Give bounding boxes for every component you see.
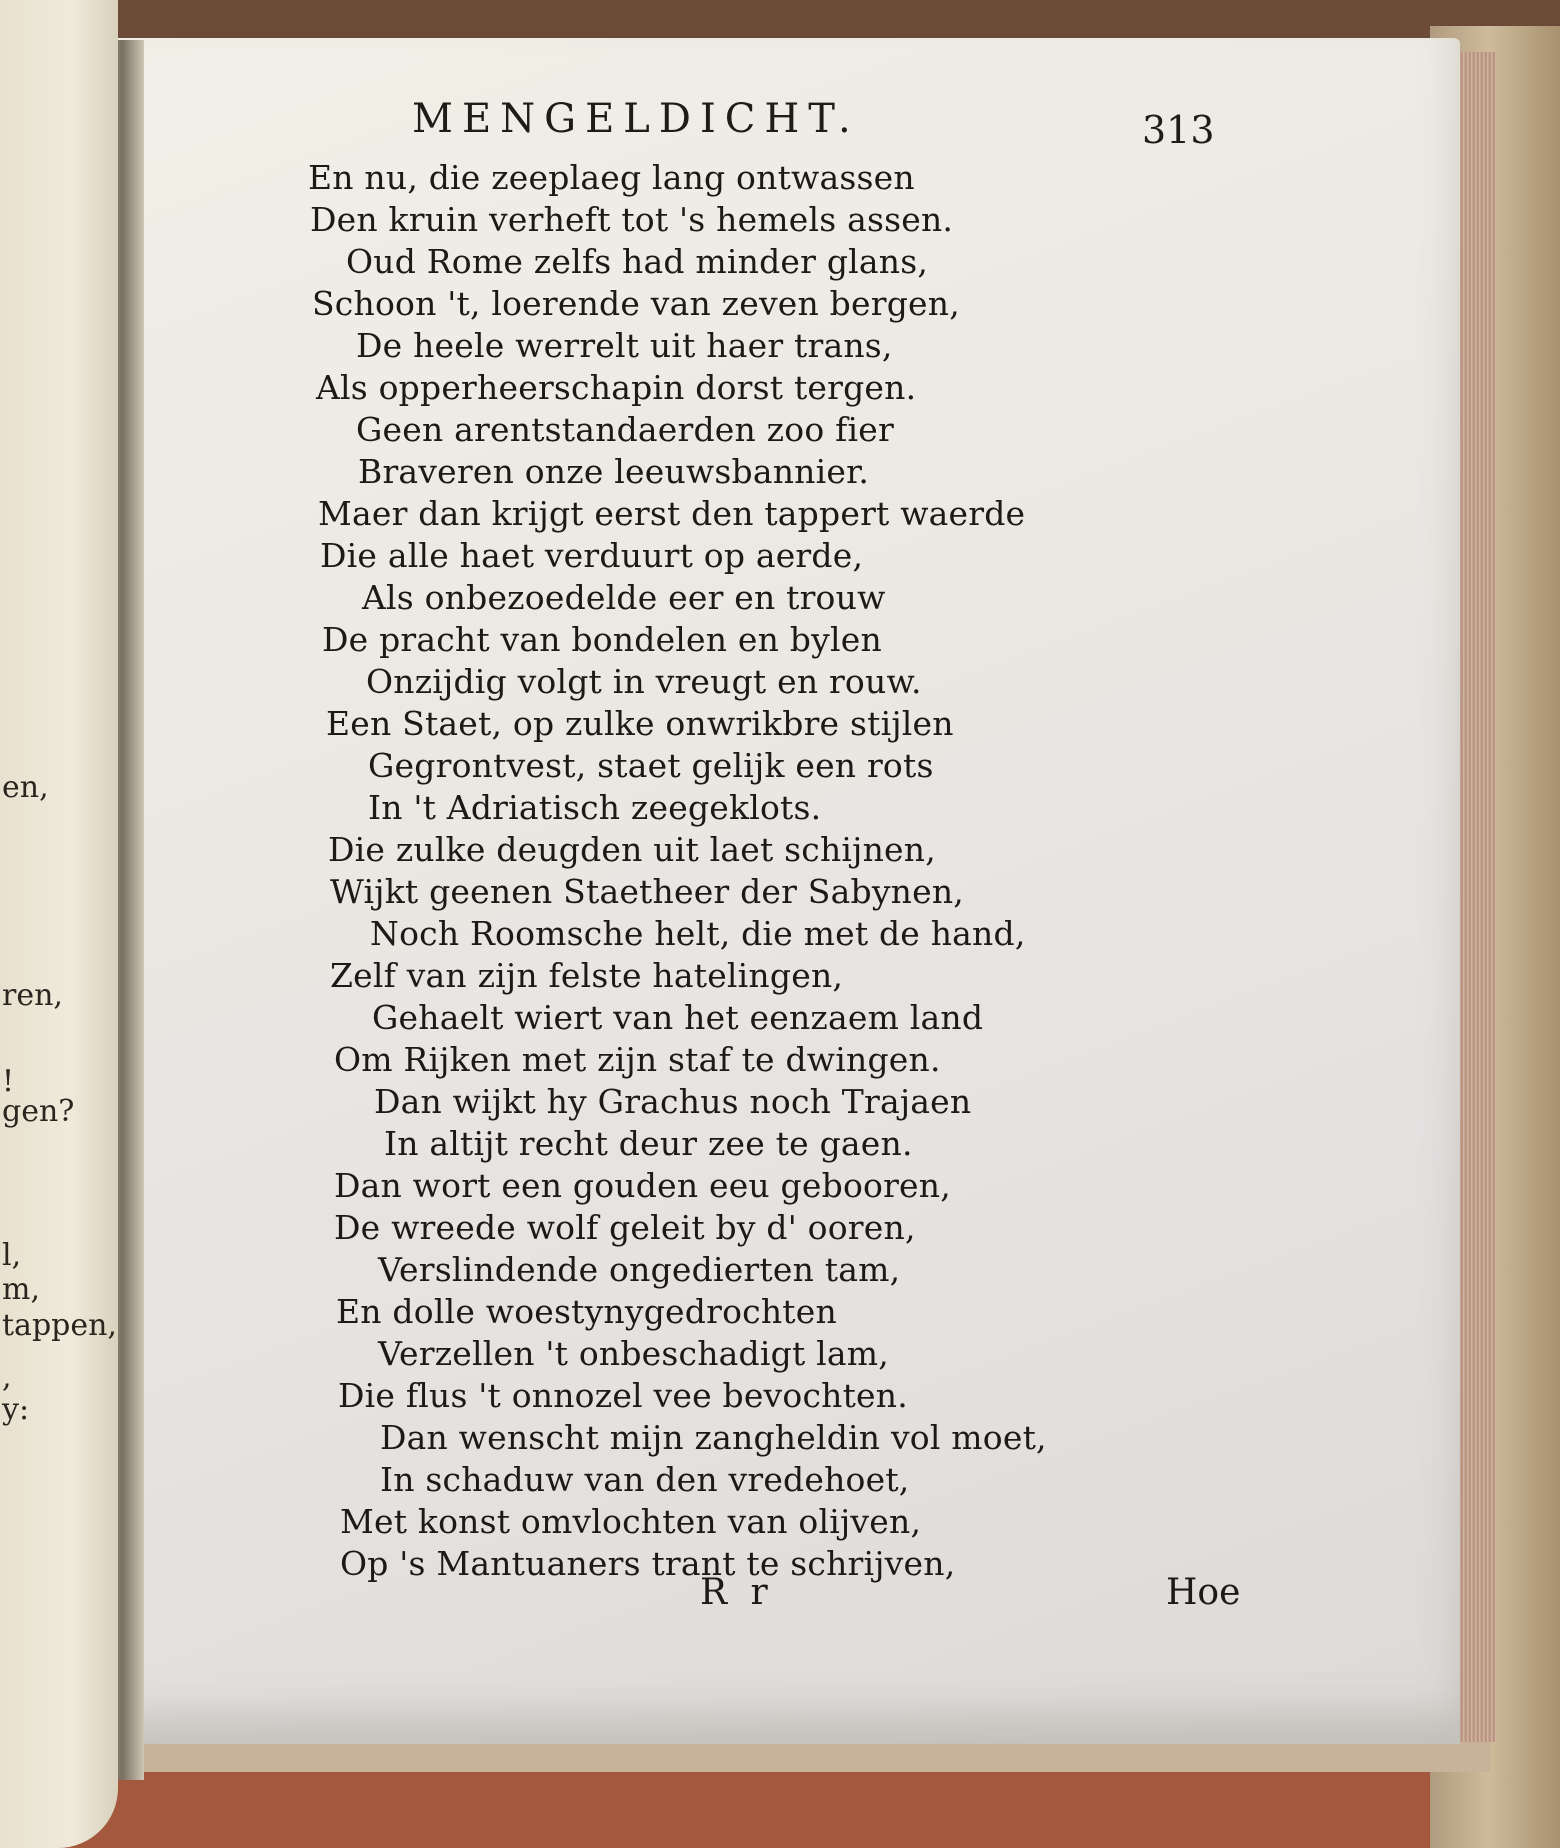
poem-line: Op 's Mantuaners trant te schrijven,: [340, 1544, 956, 1583]
poem-line: De wreede wolf geleit by d' ooren,: [334, 1208, 916, 1247]
poem-line: Geen arentstandaerden zoo fier: [356, 410, 894, 449]
poem-line: Als opperheerschapin dorst tergen.: [316, 368, 917, 407]
running-head: MENGELDICHT.: [412, 96, 860, 142]
poem-line: Als onbezoedelde eer en trouw: [362, 578, 886, 617]
poem-line: In altijt recht deur zee te gaen.: [384, 1124, 913, 1163]
left-page-fragment: !: [2, 1064, 15, 1099]
poem-line: Die zulke deugden uit laet schijnen,: [328, 830, 936, 869]
poem-line: Die flus 't onnozel vee bevochten.: [338, 1376, 908, 1415]
poem-line: Verzellen 't onbeschadigt lam,: [378, 1334, 889, 1373]
poem-line: Braveren onze leeuwsbannier.: [358, 452, 870, 491]
poem-line: Om Rijken met zijn staf te dwingen.: [334, 1040, 941, 1079]
poem-line: Onzijdig volgt in vreugt en rouw.: [366, 662, 922, 701]
poem-line: Oud Rome zelfs had minder glans,: [346, 242, 929, 281]
poem-line: Dan wenscht mijn zangheldin vol moet,: [380, 1418, 1047, 1457]
left-page-fragment: ,: [2, 1360, 12, 1395]
poem-line: Verslindende ongedierten tam,: [378, 1250, 901, 1289]
poem-line: Gehaelt wiert van het eenzaem land: [372, 998, 984, 1037]
left-page-fragment: ren,: [2, 978, 63, 1013]
left-page-fragment: m,: [2, 1272, 40, 1307]
poem-line: De pracht van bondelen en bylen: [322, 620, 882, 659]
poem-line: Dan wijkt hy Grachus noch Trajaen: [374, 1082, 972, 1121]
poem-line: Wijkt geenen Staetheer der Sabynen,: [330, 872, 964, 911]
poem-line: Schoon 't, loerende van zeven bergen,: [312, 284, 960, 323]
left-page-fragment: l,: [2, 1238, 22, 1273]
poem-line: In schaduw van den vredehoet,: [380, 1460, 910, 1499]
book-top-edge: [0, 0, 1560, 40]
poem-line: Die alle haet verduurt op aerde,: [320, 536, 864, 575]
signature-mark: R r: [700, 1572, 774, 1613]
poem-line: En nu, die zeeplaeg lang ontwassen: [308, 158, 915, 197]
poem-line: Zelf van zijn felste hatelingen,: [330, 956, 844, 995]
left-facing-page: [0, 0, 118, 1848]
poem-line: Noch Roomsche helt, die met de hand,: [370, 914, 1026, 953]
poem-line: De heele werrelt uit haer trans,: [356, 326, 893, 365]
poem-line: Met konst omvlochten van olijven,: [340, 1502, 922, 1541]
left-page-fragment: en,: [2, 770, 49, 805]
poem-line: Den kruin verheft tot 's hemels assen.: [310, 200, 954, 239]
poem-line: In 't Adriatisch zeegeklots.: [368, 788, 822, 827]
left-page-fragment: tappen,: [2, 1308, 117, 1343]
catchword: Hoe: [1166, 1572, 1241, 1613]
page-number: 313: [1142, 108, 1215, 152]
left-page-fragment: y:: [2, 1392, 30, 1427]
left-page-fragment: gen?: [2, 1094, 75, 1129]
poem-line: Dan wort een gouden eeu gebooren,: [334, 1166, 951, 1205]
poem-line: Maer dan krijgt eerst den tappert waerde: [318, 494, 1026, 533]
poem-line: Gegrontvest, staet gelijk een rots: [368, 746, 934, 785]
poem-line: En dolle woestynygedrochten: [336, 1292, 837, 1331]
bottom-cover-edge: [110, 1742, 1490, 1772]
poem-line: Een Staet, op zulke onwrikbre stijlen: [326, 704, 954, 743]
